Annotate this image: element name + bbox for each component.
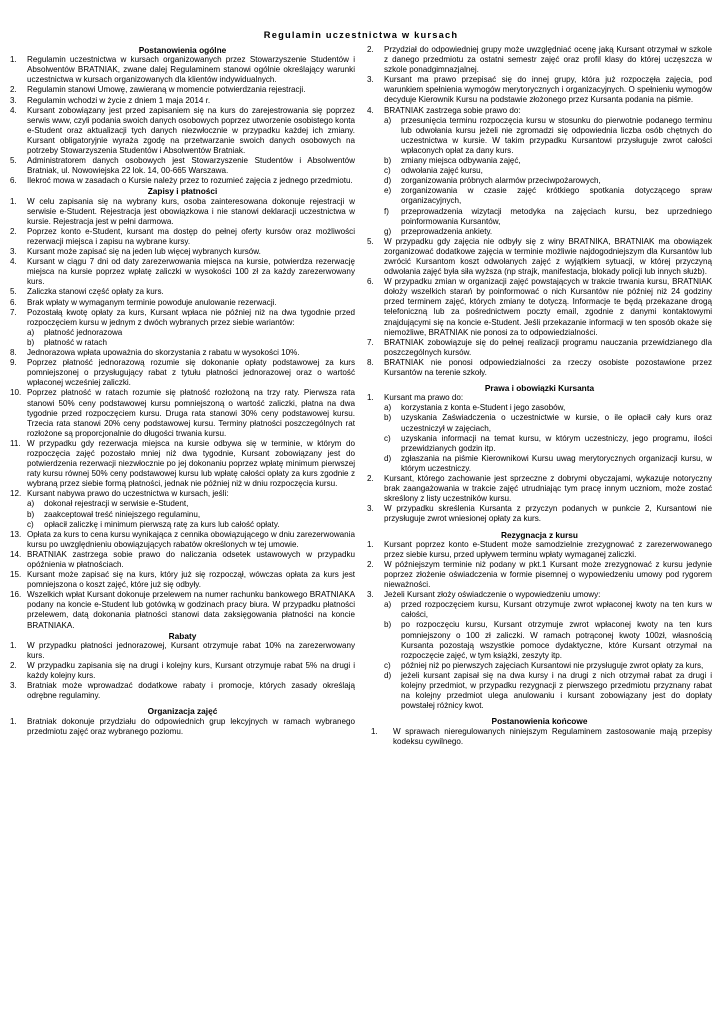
item-text: Kursant ma prawo przepisać się do innej grupy, która już rozpoczęła zajęcia, pod warunkiem spełnienia wymogów merytorycznych i organizacyjnych. O spełnieniu wymogów decyduje Kierownik Kursu na podstawie złożonego przez Kursanta podania na piśmie. [384, 75, 712, 105]
list-item [10, 661, 355, 681]
list-item [10, 358, 355, 388]
item-number: c) [27, 519, 34, 529]
item-number: b) [27, 337, 35, 347]
list-item [10, 439, 355, 489]
left-column [10, 45, 355, 747]
item-number: b) [384, 156, 392, 166]
section-heading: Zapisy i płatności [147, 186, 218, 197]
list-item [367, 540, 712, 560]
list-subitem [367, 434, 712, 454]
section-heading: Prawa i obowiązki Kursanta [484, 383, 595, 394]
item-number: 3. [10, 95, 17, 105]
section-heading: Postanowienia ogólne [138, 45, 227, 55]
item-number: 6. [367, 277, 374, 287]
item-number: b) [27, 509, 35, 519]
list-item [10, 348, 355, 358]
item-text: Administratorem danych osobowych jest Stowarzyszenie Studentów i Absolwentów Bratniak, ul. Nowowiejska 22 lok. 14, 00-665 Warszawa. [27, 156, 355, 176]
item-text: W późniejszym terminie niż podany w pkt.1 Kursant może zrezygnować z kursu jedynie poprzez złożenie oświadczenia w formie pisemnej o wypowiedzeniu umowy pod rygorem nieważności. [384, 559, 712, 590]
item-number: 16. [10, 590, 22, 600]
item-number: 8. [367, 357, 374, 367]
item-number: 6. [10, 297, 17, 307]
list-item [10, 308, 355, 328]
item-text: odwołania zajęć kursu, [401, 166, 483, 176]
item-text: później niż po pierwszych zajęciach Kursantowi nie przysługuje zwrot opłaty za kurs, [401, 660, 704, 670]
list-subitem [10, 499, 355, 509]
item-text: W przypadku gdy rezerwacja miejsca na kursie odbywa się w terminie, w którym do rozpoczęcia zajęć pozostało mniej niż dwa tygodnie, Kursant zobowiązany jest do potwierdzenia rezerwacji niezwłocznie po jej dokonaniu poprzez wpłatę minimum pierwszej raty kursu równej 50% ceny podstawowej kursu lub wpłatę całości opłaty za kurs zgodnie z wybraną przez siebie formą płatności, jednak nie później niż w dniu rozpoczęcia kursu. [27, 438, 355, 489]
item-text: W przypadku płatności jednorazowej, Kursant otrzymuje rabat 10% na zarezerwowany kurs. [27, 640, 355, 660]
item-text: zaakceptował treść niniejszego regulaminu, [44, 509, 201, 519]
list-subitem [10, 328, 355, 338]
item-text: zmiany miejsca odbywania zajęć, [401, 156, 521, 166]
item-text: Bratniak może wprowadzać dodatkowe rabaty i promocje, których zasady określają odrębne regulaminy. [27, 681, 355, 701]
item-text: przeprowadzenia ankiety. [401, 226, 493, 236]
item-number: 5. [10, 287, 17, 297]
list-item [10, 247, 355, 257]
list-item [367, 75, 712, 105]
item-number: a) [27, 327, 35, 337]
item-number: e) [384, 186, 392, 196]
item-number: c) [384, 166, 391, 176]
list-item [367, 338, 712, 358]
item-text: W celu zapisania się na wybrany kurs, osoba zainteresowana dokonuje rejestracji w serwisie e-Student. Rejestracja jest obowiązkowa i nie stanowi deklaracji uczestnictwa w kursie. Rejestracja jest w pełni darmowa. [27, 196, 355, 226]
item-text: Kursant, którego zachowanie jest sprzeczne z dobrymi obyczajami, wykazuje notoryczny brak zaangażowania w trakcie zajęć utrudniając tym pracę innym uczniom, może zostać skreślony z listy uczestników kursu. [384, 474, 712, 504]
item-text: Ilekroć mowa w zasadach o Kursie należy przez to rozumieć zajęcia z jednego przedmiotu. [27, 176, 353, 186]
item-number: c) [384, 433, 391, 443]
list-item [367, 277, 712, 338]
item-text: W przypadku zapisania się na drugi i kolejny kurs, Kursant otrzymuje rabat 5% na drugi i każdy kolejny kurs. [27, 661, 355, 681]
list-item [10, 55, 355, 85]
list-item [367, 504, 712, 524]
list-subitem [367, 207, 712, 227]
item-text: Zaliczka stanowi część opłaty za kurs. [27, 287, 164, 297]
item-text: W przypadku skreślenia Kursanta z przyczyn podanych w punkcie 2, Kursantowi nie przysługuje zwrot wniesionej opłaty za kurs. [384, 504, 712, 524]
list-item [367, 590, 712, 600]
item-number: 13. [10, 529, 22, 539]
list-item [10, 530, 355, 550]
list-item [10, 85, 355, 95]
item-number: d) [384, 176, 392, 186]
item-number: 7. [367, 337, 374, 347]
list-item [10, 227, 355, 247]
item-text: Regulamin stanowi Umowę, zawieraną w momencie potwierdzania rejestracji. [27, 85, 306, 95]
list-item [10, 590, 355, 630]
item-text: Jednorazowa wpłata upoważnia do skorzystania z rabatu w wysokości 10%. [27, 348, 300, 358]
item-number: 4. [367, 105, 374, 115]
item-text: Kursant poprzez konto e-Student może samodzielnie zrezygnować z zarezerwowanego przez siebie kursu, przed upływem terminu wpłaty wymaganej zaliczki. [384, 539, 712, 559]
item-text: przeprowadzenia wizytacji metodyka na zajęciach kursu, bez uprzedniego poinformowania Kursantów, [401, 206, 712, 226]
list-item [367, 560, 712, 590]
item-text: Pozostałą kwotę opłaty za kurs, Kursant wpłaca nie później niż na dwa tygodnie przed rozpoczęciem kursu w jednym z dwóch wybranych przez siebie wariantów: [27, 307, 355, 327]
item-text: Poprzez płatność w ratach rozumie się płatność rozłożoną na trzy raty. Pierwsza rata stanowi 50% ceny podstawowej kursu pomniejszoną o wartość zaliczki, płatna na dwa tygodnie przed rozpoczęciem kursu. Druga rata stanowi 30% ceny podstawowej kursu. Trzecia rata stanowi 20% ceny podstawowej kursu. Terminy płatności poszczególnych rat rozłożone są proporcjonalnie do długości trwania kursu. [27, 388, 355, 438]
list-item [10, 197, 355, 227]
item-number: 2. [367, 45, 374, 54]
item-text: korzystania z konta e-Student i jego zasobów, [401, 403, 566, 413]
item-number: 1. [10, 196, 17, 206]
item-text: Opłata za kurs to cena kursu wynikająca z cennika obowiązującego w dniu zarezerwowania kursu po uwzględnieniu obowiązujących rabatów określonych w tej umowie. [27, 529, 355, 549]
item-text: Regulamin uczestnictwa w kursach organizowanych przez Stowarzyszenie Studentów i Absolwentów BRATNIAK, zwane dalej Regulaminem stanowi ogólnie określający warunki uczestnictwa w kursach organizowanych dla klientów indywidualnych. [27, 55, 355, 85]
right-column [367, 45, 712, 747]
list-subitem [367, 454, 712, 474]
list-subitem [367, 403, 712, 413]
list-item [367, 106, 712, 116]
item-text: po rozpoczęciu kursu, Kursant otrzymuje zwrot wpłaconej kwoty na ten kurs pomniejszony o 100 zł zaliczki. W ramach potrąconej kwoty 100zł, własnością Kursanta pozostają wszystkie pomoce dydaktyczne, które Kursant otrzymał na rozpoczęcie zajęć, w tym książki, zeszyty itp. [401, 620, 712, 660]
item-number: 1. [10, 640, 17, 650]
item-number: 3. [367, 590, 374, 600]
list-item [10, 106, 355, 156]
item-number: 11. [10, 438, 21, 448]
item-text: opłacił zaliczkę i minimum pierwszą ratę za kurs lub całość opłaty. [44, 519, 280, 529]
item-text: płatność w ratach [44, 337, 107, 347]
list-item [10, 570, 355, 590]
list-subitem [10, 510, 355, 520]
item-text: Jeżeli Kursant złoży oświadczenie o wypowiedzeniu umowy: [384, 590, 601, 600]
item-number: 5. [367, 236, 374, 246]
list-item [10, 641, 355, 661]
item-number: g) [384, 226, 392, 236]
item-number: 3. [10, 681, 17, 691]
item-text: Kursant nabywa prawo do uczestnictwa w kursach, jeśli: [27, 489, 229, 499]
item-text: Bratniak dokonuje przydziału do odpowiednich grup lekcyjnych w ramach wybranego przedmiotu zajęć oraz wybranego poziomu. [27, 716, 355, 736]
item-text: Regulamin wchodzi w życie z dniem 1 maja 2014 r. [27, 95, 211, 105]
list-item [10, 717, 355, 737]
item-number: 12. [10, 489, 22, 499]
item-text: uzyskania informacji na temat kursu, w którym uczestniczy, jego programu, ilości przewidzianych godzin itp. [401, 433, 712, 453]
list-subitem [367, 413, 712, 433]
item-number: a) [384, 600, 392, 610]
item-number: 1. [367, 393, 374, 403]
list-subitem [367, 227, 712, 237]
item-text: Przydział do odpowiedniej grupy może uwzględniać ocenę jaką Kursant otrzymał w szkole z danego przedmiotu za ostatni semestr zajęć oraz profil klasy do której uczęszcza w szkole ponadgimnazjalnej. [384, 45, 712, 75]
item-text: BRATNIAK zastrzega sobie prawo do: [384, 105, 521, 115]
item-number: 4. [10, 257, 17, 267]
list-subitem [367, 156, 712, 166]
list-subitem [367, 176, 712, 186]
list-item [10, 298, 355, 308]
item-number: 3. [10, 247, 17, 257]
item-text: jeżeli kursant zapisał się na dwa kursy i na drugi z nich otrzymał rabat za drugi i kolejny przedmiot, w przypadku rezygnacji z pierwszego przedmiotu przyznany rabat na kolejny przedmiot ulega anulowaniu i kursant zobowiązany jest do dopłaty powstałej różnicy kwot. [401, 670, 712, 711]
list-subitem [367, 186, 712, 206]
list-item [10, 287, 355, 297]
item-text: przesunięcia terminu rozpoczęcia kursu w stosunku do pierwotnie podanego terminu lub odwołania kursu jeżeli nie zgromadzi się odpowiednia liczba osób chętnych do uczestnictwa w kursie. W takim przypadku Kursantowi przysługuje zwrot całości wpłaconych opłat za dany kurs. [401, 115, 712, 155]
item-number: 4. [10, 105, 17, 115]
item-number: 3. [367, 75, 374, 85]
item-text: Kursant w ciągu 7 dni od daty zarezerwowania miejsca na kursie, potwierdza rezerwację miejsca na kursie poprzez wpłatę zaliczki w wysokości 100 zł za każdy zarezerwowany kurs. [27, 257, 355, 287]
item-text: Kursant ma prawo do: [384, 393, 464, 403]
item-text: dokonał rejestracji w serwisie e-Student, [44, 499, 189, 509]
item-number: 2. [10, 661, 17, 671]
list-subitem [367, 620, 712, 660]
item-number: 14. [10, 549, 22, 559]
item-text: zgłaszania na piśmie Kierownikowi Kursu uwag merytorycznych organizacji kursu, w którym uczestniczy. [401, 453, 712, 473]
section-heading: Organizacja zajęć [147, 706, 218, 717]
list-subitem [367, 600, 712, 620]
list-item [10, 550, 355, 570]
item-number: 2. [367, 474, 374, 484]
item-number: 8. [10, 348, 17, 358]
list-item [10, 176, 355, 186]
list-item [10, 156, 355, 176]
item-number: 10. [10, 388, 22, 398]
item-number: f) [384, 206, 389, 216]
item-number: 2. [10, 226, 17, 236]
list-subitem [367, 116, 712, 156]
section-heading: Postanowienia końcowe [491, 716, 588, 727]
item-text: Wszelkich wpłat Kursant dokonuje przelewem na numer rachunku bankowego BRATNIAKA podany na koncie e-Student lub gotówką w godzinach pracy biura. W przypadku płatności przelewem, datą dokonania płatności stanowi data zaksięgowania płatności na koncie BRATNIAKA. [27, 590, 355, 630]
item-text: zorganizowania próbnych alarmów przeciwpożarowych, [401, 176, 601, 186]
item-number: 9. [10, 358, 17, 368]
list-item [10, 96, 355, 106]
item-text: W przypadku zmian w organizacji zajęć powstających w trakcie trwania kursu, BRATNIAK dołoży wszelkich starań by poinformować o nich Kursantów nie później niż 24 godziny przed terminem zajęć, których zmiany te dotyczą. Informacje te będą przekazane drogą telefoniczną lub za pośrednictwem poczty email, zgodnie z danymi kontaktowymi znajdującymi się na koncie e-Student. Jeśli przekazanie informacji w ten sposób okaże się niemożliwe, BRATNIAK nie ponosi za to odpowiedzialności. [384, 277, 712, 337]
item-text: płatność jednorazowa [44, 327, 123, 337]
list-item [367, 393, 712, 403]
item-number: b) [384, 413, 392, 423]
item-text: BRATNIAK nie ponosi odpowiedzialności za rzeczy osobiste pozostawione przez Kursantów na terenie szkoły. [384, 357, 712, 377]
item-text: Brak wpłaty w wymaganym terminie powoduje anulowanie rezerwacji. [27, 297, 277, 307]
item-number: 1. [10, 55, 17, 65]
item-text: Kursant może zapisać się na kurs, który już się rozpoczął, wówczas opłata za kurs jest pomniejszona o koszt zajęć, które już się odbyły. [27, 570, 355, 590]
list-item [10, 681, 355, 701]
item-text: Kursant zobowiązany jest przed zapisaniem się na kurs do zarejestrowania się poprzez serwis www, czyli podania swoich danych osobowych poprzez utworzenie osobistego konta e-Student oraz aktualizacji tych danych niezwłocznie w przypadku każdej ich zmiany. Kursant obligatoryjnie wyraża zgodę na przetwarzanie swoich danych osobowych na potrzeby Stowarzyszenia Studentów i Absolwentów Bratniak. [27, 105, 355, 156]
item-text: Poprzez płatność jednorazową rozumie się dokonanie opłaty podstawowej za kurs pomniejszonej o przysługujący rabat z tytułu płatności jednorazowej oraz o wartość wpłaconej wcześniej zaliczki. [27, 358, 355, 388]
list-item [10, 257, 355, 287]
item-number: d) [384, 453, 392, 463]
list-item [10, 388, 355, 438]
list-subitem [10, 338, 355, 348]
item-number: c) [384, 660, 391, 670]
item-text: Kursant może zapisać się na jeden lub więcej wybranych kursów. [27, 247, 261, 257]
item-number: 1. [367, 539, 374, 549]
list-item [367, 727, 712, 747]
list-item [367, 474, 712, 504]
list-item [367, 45, 712, 75]
section-heading: Rabaty [168, 630, 197, 641]
section-heading: Rezygnacja z kursu [500, 529, 578, 540]
item-text: uzyskania Zaświadczenia o uczestnictwie w kursie, o ile opłacił cały kurs oraz uczestniczył w zajęciach, [401, 413, 712, 433]
item-text: przed rozpoczęciem kursu, Kursant otrzymuje zwrot wpłaconej kwoty na ten kurs w całości, [401, 600, 712, 620]
item-number: 2. [367, 559, 374, 569]
list-subitem [367, 166, 712, 176]
list-subitem [10, 520, 355, 530]
item-number: d) [384, 670, 392, 680]
list-subitem [367, 671, 712, 711]
item-number: a) [384, 403, 392, 413]
item-number: 5. [10, 156, 17, 166]
list-item [10, 489, 355, 499]
item-number: 1. [10, 716, 17, 726]
item-text: W sprawach nieregulowanych niniejszym Regulaminem zastosowanie mają przepisy kodeksu cywilnego. [393, 726, 712, 746]
item-number: a) [27, 499, 35, 509]
item-number: 1. [371, 726, 378, 736]
item-text: BRATNIAK zobowiązuje się do pełnej realizacji programu nauczania przewidzianego dla poszczególnych kursów. [384, 337, 712, 357]
document-title: Regulamin uczestnictwa w kursach [263, 30, 459, 40]
item-text: W przypadku gdy zajęcia nie odbyły się z winy BRATNIKA, BRATNIAK ma obowiązek zorganizować dodatkowe zajęcia w terminie możliwie najdogodniejszym dla Kursantów lub zwrócić Kursantom koszt odwołanych zajęć z wyjątkiem sytuacji, w której przyczyną odwołania zajęć była siła wyższa (np strajk, manifestacja, blokady policji lub innych służb). [384, 236, 712, 277]
document-columns [10, 45, 712, 747]
item-text: zorganizowania w czasie zajęć krótkiego spotkania dotyczącego spraw organizacyjnych, [401, 186, 712, 206]
item-text: Poprzez konto e-Student, kursant ma dostęp do pełnej oferty kursów oraz możliwości rezerwacji miejsca i zapisu na wybrane kursy. [27, 226, 355, 246]
list-item [367, 358, 712, 378]
list-item [367, 237, 712, 277]
item-text: BRATNIAK zastrzega sobie prawo do naliczania odsetek ustawowych w przypadku opóźnienia w płatnościach. [27, 549, 355, 569]
item-number: a) [384, 115, 392, 125]
item-number: 2. [10, 85, 17, 95]
list-subitem [367, 661, 712, 671]
item-number: 6. [10, 176, 17, 186]
item-number: b) [384, 620, 392, 630]
item-number: 15. [10, 570, 22, 580]
item-number: 7. [10, 307, 17, 317]
item-number: 3. [367, 504, 374, 514]
